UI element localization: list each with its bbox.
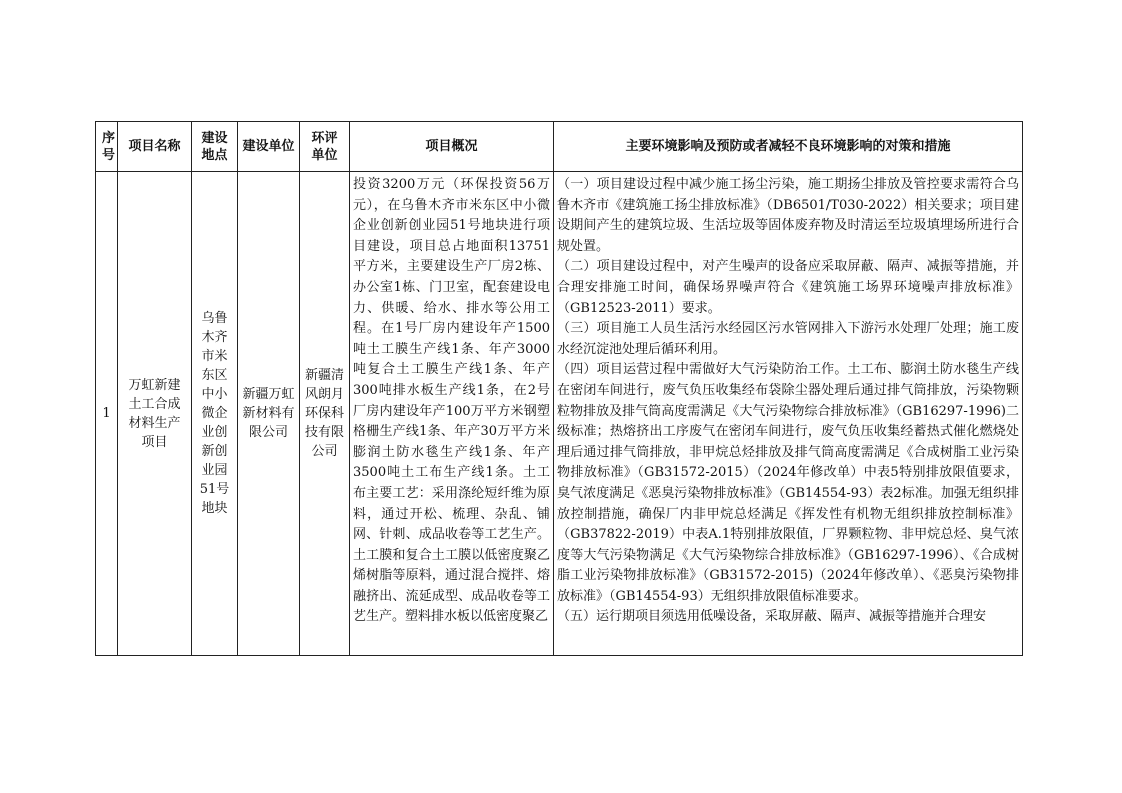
cell-location: 乌鲁木齐市米东区中小微企业创新创业园51号地块 [192, 172, 238, 656]
header-index: 序号 [96, 122, 118, 172]
cell-index: 1 [96, 172, 118, 656]
header-builder: 建设单位 [238, 122, 300, 172]
measure-paragraph-4: （四）项目运营过程中需做好大气污染防治工作。土工布、膨润土防水毯生产线在密闭车间进行，废气负压收集经布袋除尘器处理后通过排气筒排放，污染物颗粒物排放及排气筒高度需满足《大气污染物综合排放标准》（GB16297-1996)二级标准；热熔挤出工序废气在密闭车间进行，废气负压收集经蓄热式催化燃烧处理后通过排气筒排放，非甲烷总烃排放及排气筒高度需满足《合成树脂工业污染物排放标准》（GB31572-2015）（2024年修改单）中表5特别排放限值要求，臭气浓度满足《恶臭污染物排放标准》（GB14554-93）表2标准。加强无组织排放控制措施，确保厂内非甲烷总烃满足《挥发性有机物无组织排放控制标准》（GB37822-2019）中表A.1特别排放限值，厂界颗粒物、非甲烷总烃、臭气浓度等大气污染物满足《大气污染物综合排放标准》（GB16297-1996）、《合成树脂工业污染物排放标准》（GB31572-2015)（2024年修改单）、《恶臭污染物排放标准》（GB14554-93）无组织排放限值标准要求。 [557, 362, 1019, 604]
table-row [96, 172, 1023, 656]
header-overview: 项目概况 [350, 122, 554, 172]
header-project-name: 项目名称 [118, 122, 192, 172]
header-measures: 主要环境影响及预防或者减轻不良环境影响的对策和措施 [554, 122, 1023, 172]
cell-project-name: 万虹新建土工合成材料生产项目 [118, 172, 192, 656]
cell-builder: 新疆万虹新材料有限公司 [238, 172, 300, 656]
measure-paragraph-1: （一）项目建设过程中减少施工扬尘污染，施工期扬尘排放及管控要求需符合乌鲁木齐市《建筑施工扬尘排放标准》（DB6501/T030-2022）相关要求；项目建设期间产生的建筑垃圾、生活垃圾等固体废弃物及时清运至垃圾填埋场所进行合规处置。 [557, 177, 1019, 254]
header-location: 建设地点 [192, 122, 238, 172]
environmental-impact-table [95, 121, 1023, 656]
header-eia-unit: 环评单位 [300, 122, 350, 172]
cell-measures [554, 172, 1023, 656]
measure-paragraph-3: （三）项目施工人员生活污水经园区污水管网排入下游污水处理厂处理；施工废水经沉淀池处理后循环利用。 [557, 321, 1019, 357]
table-header-row [96, 122, 1023, 172]
measure-paragraph-2: （二）项目建设过程中，对产生噪声的设备应采取屏蔽、隔声、减振等措施，并合理安排施工时间，确保场界噪声符合《建筑施工场界环境噪声排放标准》（GB12523-2011）要求。 [557, 259, 1019, 316]
measure-paragraph-5: （五）运行期项目须选用低噪设备，采取屏蔽、隔声、减振等措施并合理安 [557, 609, 987, 625]
cell-overview [350, 172, 554, 656]
measures-list [554, 172, 1022, 655]
cell-eia-unit: 新疆清风朗月环保科技有限公司 [300, 172, 350, 656]
overview-text: 投资3200万元（环保投资56万元），在乌鲁木齐市米东区中小微企业创新创业园51号地块进行项目建设，项目总占地面积13751平方米，主要建设生产厂房2栋、办公室1栋、门卫室，配套建设电力、供暖、给水、排水等公用工程。在1号厂房内建设年产1500吨土工膜生产线1条、年产3000吨复合土工膜生产线1条、年产300吨排水板生产线1条，在2号厂房内建设年产100万平方米钢塑格栅生产线1条、年产30万平方米膨润土防水毯生产线1条、年产3500吨土工布生产线1条。土工布主要工艺：采用涤纶短纤维为原料，通过开松、梳理、杂乱、铺网、针刺、成品收卷等工艺生产。土工膜和复合土工膜以低密度聚乙烯树脂等原料，通过混合搅拌、熔融挤出、流延成型、成品收卷等工艺生产。塑料排水板以低密度聚乙 [353, 177, 550, 625]
